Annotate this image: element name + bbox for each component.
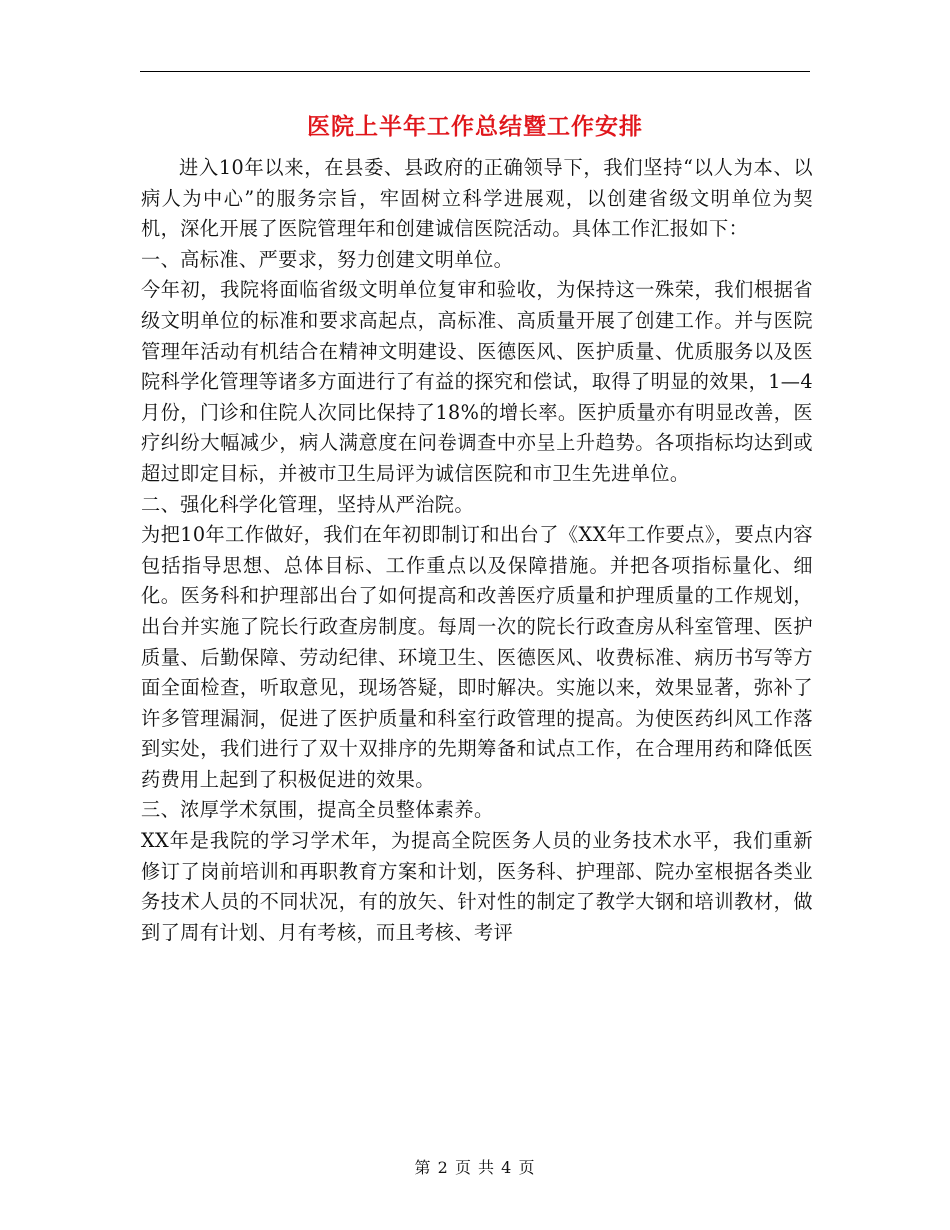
footer-page-label: 页: [454, 1158, 472, 1177]
document-body: [141, 153, 813, 948]
footer-prefix: 第: [414, 1158, 432, 1177]
section-heading-1: 一、高标准、严要求，努力创建文明单位。: [141, 247, 514, 271]
footer-total-pages: 4: [501, 1158, 513, 1177]
header-rule: [140, 71, 810, 72]
document-title: 医院上半年工作总结暨工作安排: [307, 113, 643, 140]
section-heading-3: 三、浓厚学术氛围，提高全员整体素养。: [141, 798, 494, 822]
intro-paragraph: 进入10年以来，在县委、县政府的正确领导下，我们坚持“以人为本、以病人为中心”的服务宗旨，牢固树立科学进展观，以创建省级文明单位为契机，深化开展了医院管理年和创建诚信医院活动。具体工作汇报如下：: [141, 156, 813, 241]
footer-suffix: 页: [518, 1158, 536, 1177]
footer-current-page: 2: [437, 1158, 449, 1177]
section-1-paragraph: 今年初，我院将面临省级文明单位复审和验收，为保持这一殊荣，我们根据省级文明单位的标准和要求高起点，高标准、高质量开展了创建工作。并与医院管理年活动有机结合在精神文明建设、医德医风、医护质量、优质服务以及医院科学化管理等诸多方面进行了有益的探究和偿试，取得了明显的效果，1—4月份，门诊和住院人次同比保持了18%的增长率。医护质量亦有明显改善，医疗纠纷大幅减少，病人满意度在问卷调查中亦呈上升趋势。各项指标均达到或超过即定目标，并被市卫生局评为诚信医院和市卫生先进单位。: [141, 278, 813, 485]
section-3-paragraph: XX年是我院的学习学术年，为提高全院医务人员的业务技术水平，我们重新修订了岗前培训和再职教育方案和计划，医务科、护理部、院办室根据各类业务技术人员的不同状况，有的放矢、针对性的制定了教学大钢和培训教材，做到了周有计划、月有考核，而且考核、考评: [141, 829, 813, 944]
section-2-paragraph: 为把10年工作做好，我们在年初即制订和出台了《XX年工作要点》，要点内容包括指导思想、总体目标、工作重点以及保障措施。并把各项指标量化、细化。医务科和护理部出台了如何提高和改善医疗质量和护理质量的工作规划，出台并实施了院长行政查房制度。每周一次的院长行政查房从科室管理、医护质量、后勤保障、劳动纪律、环境卫生、医德医风、收费标准、病历书写等方面全面检查，听取意见，现场答疑，即时解决。实施以来，效果显著，弥补了许多管理漏洞，促进了医护质量和科室行政管理的提高。为使医药纠风工作落到实处，我们进行了双十双排序的先期筹备和试点工作，在合理用药和降低医药费用上起到了积极促进的效果。: [141, 523, 813, 791]
footer-total-label: 共: [478, 1158, 496, 1177]
section-heading-2: 二、强化科学化管理，坚持从严治院。: [141, 492, 474, 516]
page-footer: [0, 1155, 950, 1178]
